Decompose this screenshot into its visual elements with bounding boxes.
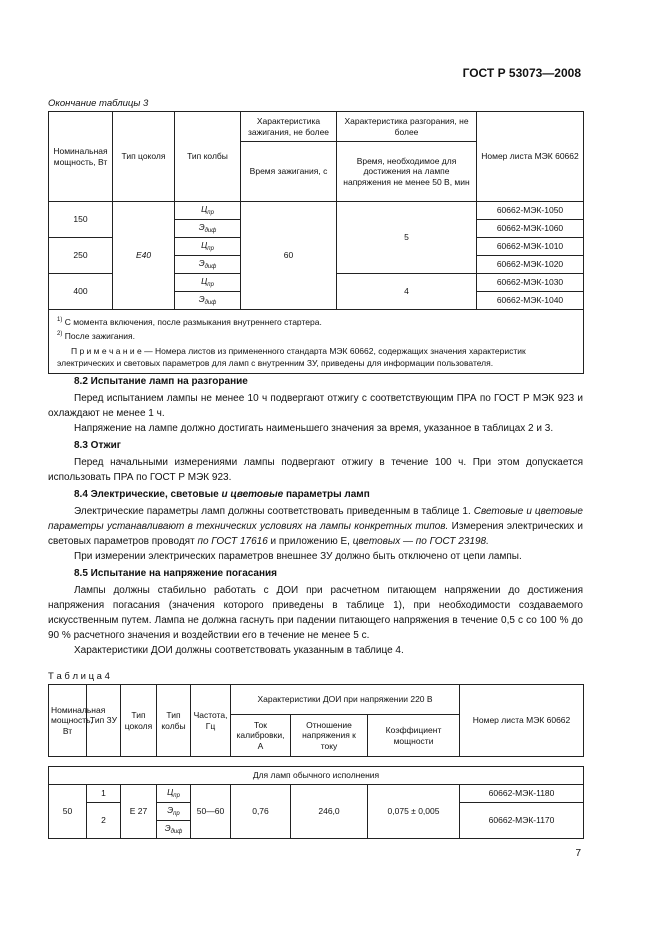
t4-bulb: $Ц_{пр}$ bbox=[157, 785, 191, 803]
t3-bulb: $Э_{диф}$ bbox=[175, 256, 241, 274]
t3-power: 250 bbox=[49, 238, 113, 274]
t4-base: Е 27 bbox=[121, 785, 157, 839]
t4-h-sheet: Номер листа МЭК 60662 bbox=[460, 685, 584, 757]
t3-power: 400 bbox=[49, 274, 113, 310]
t4-current: 0,76 bbox=[231, 785, 291, 839]
t3-h-bulb: Тип колбы bbox=[175, 112, 241, 202]
t4-coef: 0,075 ± 0,005 bbox=[368, 785, 460, 839]
t4-spacer bbox=[49, 757, 584, 767]
t3-sheet: 60662-МЭК-1050 bbox=[477, 202, 584, 220]
t4-freq: 50—60 bbox=[191, 785, 231, 839]
t4-h-power: Номинальная мощность, Вт bbox=[49, 685, 87, 757]
section-8-4-p2: При измерении электрических параметров внешнее ЗУ должно быть отключено от цепи лампы. bbox=[74, 551, 522, 562]
t3-bulb: $Ц_{пр}$ bbox=[175, 274, 241, 292]
t3-runup: 4 bbox=[337, 274, 477, 310]
t4-h-bulb: Тип колбы bbox=[157, 685, 191, 757]
standard-header: ГОСТ Р 53073—2008 bbox=[462, 66, 581, 80]
t3-h-sheet: Номер листа МЭК 60662 bbox=[477, 112, 584, 202]
table3-caption: Окончание таблицы 3 bbox=[48, 98, 149, 109]
t3-notes bbox=[49, 310, 584, 374]
t3-h-runup-group: Характеристика разгорания, не более bbox=[337, 112, 477, 142]
t4-h-freq: Частота, Гц bbox=[191, 685, 231, 757]
t3-base: Е40 bbox=[113, 202, 175, 310]
section-8-5-p2: Характеристики ДОИ должны соответствовать указанным в таблице 4. bbox=[74, 645, 404, 656]
section-8-3-p1: Перед начальными измерениями лампы подвергают отжигу в течение 100 ч. При этом допускается использовать ПРА по ГОСТ Р МЭК 923. bbox=[48, 457, 583, 483]
section-8-3-title: 8.3 Отжиг bbox=[74, 440, 121, 451]
table4-caption: Т а б л и ц а 4 bbox=[48, 671, 110, 682]
t4-h-base: Тип цоколя bbox=[121, 685, 157, 757]
section-8-2-p2: Напряжение на лампе должно достигать наименьшего значения за время, указанное в таблицах 2 и 3. bbox=[74, 423, 554, 434]
t3-sheet: 60662-МЭК-1010 bbox=[477, 238, 584, 256]
section-8-2-p1: Перед испытанием лампы не менее 10 ч подвергают отжигу с соответствующим ПРА по ГОСТ Р МЭК 923 и охлаждают не менее 1 ч. bbox=[48, 393, 583, 419]
t3-sheet: 60662-МЭК-1060 bbox=[477, 220, 584, 238]
t4-subheader: Для ламп обычного исполнения bbox=[49, 767, 584, 785]
t3-h-power: Номинальная мощность, Вт bbox=[49, 112, 113, 202]
t4-bulb: $Э_{диф}$ bbox=[157, 821, 191, 839]
t3-bulb: $Э_{диф}$ bbox=[175, 292, 241, 310]
t4-zu: 2 bbox=[87, 803, 121, 839]
t3-note: П р и м е ч а н и е — Номера листов из примененного стандарта МЭК 60662, содержащих значения характеристик электрических и световых параметров для ламп с внутренним ЗУ, приведены для информации пользователя. bbox=[57, 345, 526, 368]
t3-h-ignition-time: Время зажигания, с bbox=[241, 142, 337, 202]
t3-sheet: 60662-МЭК-1020 bbox=[477, 256, 584, 274]
section-8-5-p1: Лампы должны стабильно работать с ДОИ при расчетном питающем напряжении до достижения напряжения погасания (значения которого приведены в таблице 1), при необходимости создаваемого искусственным путем. Лампа не должна гаснуть при падении питающего напряжения в течение 0,5 с со 100 % до 90 % расчетного значения и воздействии его в течение не менее 5 с. bbox=[48, 585, 583, 641]
t3-h-ignition-group: Характеристика зажигания, не более bbox=[241, 112, 337, 142]
t4-ratio: 246,0 bbox=[291, 785, 368, 839]
t4-power: 50 bbox=[49, 785, 87, 839]
section-8-4-title: 8.4 Электрические, световые и цветовые параметры ламп bbox=[74, 489, 370, 500]
page-number: 7 bbox=[575, 848, 581, 859]
t3-bulb: $Ц_{пр}$ bbox=[175, 238, 241, 256]
t4-sheet: 60662-МЭК-1170 bbox=[460, 803, 584, 839]
t3-bulb: $Ц_{пр}$ bbox=[175, 202, 241, 220]
section-8-2-title: 8.2 Испытание ламп на разгорание bbox=[74, 376, 248, 387]
t3-footnote-1: $^{1)}$ С момента включения, после размыкания внутреннего стартера. bbox=[57, 316, 322, 327]
t3-bulb: $Э_{диф}$ bbox=[175, 220, 241, 238]
t3-h-runup-time: Время, необходимое для достижения на лампе напряжения не менее 50 В, мин bbox=[337, 142, 477, 202]
body-text bbox=[48, 374, 583, 658]
table4 bbox=[48, 684, 584, 839]
t3-footnote-2: $^{2)}$ После зажигания. bbox=[57, 330, 135, 341]
section-8-4-p1: Электрические параметры ламп должны соответствовать приведенным в таблице 1. Световые и цветовые параметры устанавливают в технических условиях на лампы конкретных типов. Измерения электрических и световых параметров проводят по ГОСТ 17616 и приложению Е, цветовых — по ГОСТ 23198. bbox=[48, 506, 583, 547]
t3-sheet: 60662-МЭК-1030 bbox=[477, 274, 584, 292]
t3-power: 150 bbox=[49, 202, 113, 238]
table3 bbox=[48, 111, 584, 374]
t4-sheet: 60662-МЭК-1180 bbox=[460, 785, 584, 803]
t4-h-group: Характеристики ДОИ при напряжении 220 В bbox=[231, 685, 460, 715]
t4-h-coef: Коэффициент мощности bbox=[368, 715, 460, 757]
t4-zu: 1 bbox=[87, 785, 121, 803]
section-8-5-title: 8.5 Испытание на напряжение погасания bbox=[74, 568, 278, 579]
t3-h-base: Тип цоколя bbox=[113, 112, 175, 202]
t4-h-ratio: Отношение напряжения к току bbox=[291, 715, 368, 757]
t3-sheet: 60662-МЭК-1040 bbox=[477, 292, 584, 310]
t3-ignition: 60 bbox=[241, 202, 337, 310]
t3-runup: 5 bbox=[337, 202, 477, 274]
t4-bulb: $Э_{пр}$ bbox=[157, 803, 191, 821]
t4-h-zu: Тип ЗУ bbox=[87, 685, 121, 757]
t4-h-current: Ток калибровки, А bbox=[231, 715, 291, 757]
